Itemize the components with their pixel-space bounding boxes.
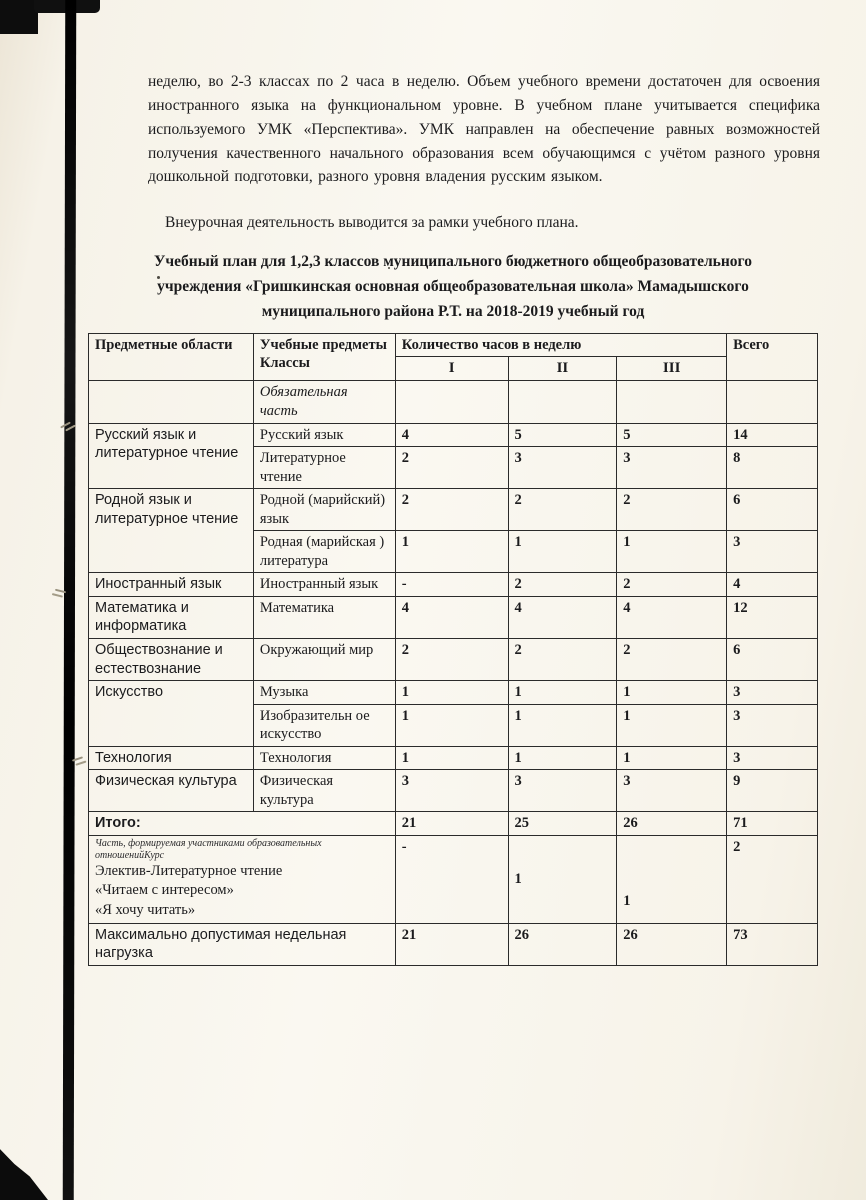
hours-cell: 2 xyxy=(617,638,727,680)
subject-cell: Литературное чтение xyxy=(253,447,395,489)
table-row xyxy=(89,746,818,770)
max-load-label: Максимально допустимая недельная нагрузка xyxy=(89,923,396,965)
total-row xyxy=(89,812,818,836)
header-total: Всего xyxy=(727,333,818,381)
elective-label-cell xyxy=(89,835,396,923)
hours-cell: 2 xyxy=(508,573,617,597)
total-cell: 8 xyxy=(727,447,818,489)
hours-cell: 2 xyxy=(617,573,727,597)
total-cell: 4 xyxy=(727,573,818,597)
area-cell: Русский язык и литературное чтение xyxy=(89,423,254,489)
hours-cell: 1 xyxy=(508,681,617,705)
subject-cell: Окружающий мир xyxy=(253,638,395,680)
table-header-row xyxy=(89,333,818,357)
hours-cell: 3 xyxy=(395,770,508,812)
elective-line-1: Электив-Литературное чтение xyxy=(95,862,283,879)
hours-cell: 2 xyxy=(617,489,727,531)
hours-cell: - xyxy=(395,573,508,597)
hours-cell: 3 xyxy=(508,447,617,489)
hours-cell: 4 xyxy=(508,596,617,638)
header-subjects-label: Учебные предметы xyxy=(259,336,387,353)
hours-cell: 5 xyxy=(617,423,727,447)
table-row xyxy=(89,573,818,597)
hours-cell: 4 xyxy=(617,596,727,638)
total-cell: 6 xyxy=(727,489,818,531)
document-content xyxy=(88,70,818,966)
scan-artifact-corner-bottom-left xyxy=(0,1138,48,1200)
hours-cell: 5 xyxy=(508,423,617,447)
header-grade-3: III xyxy=(617,357,727,381)
table-row xyxy=(89,381,818,423)
body-paragraph-2: Внеурочная деятельность выводится за рамки учебного плана. xyxy=(165,214,579,232)
hours-cell: 1 xyxy=(617,531,727,573)
hours-cell: 26 xyxy=(617,923,727,965)
hours-cell: 1 xyxy=(508,704,617,746)
total-cell: 73 xyxy=(727,923,818,965)
hours-cell: - xyxy=(395,835,508,923)
hours-cell: 3 xyxy=(617,770,727,812)
elective-row xyxy=(89,835,818,923)
area-cell: Родной язык и литературное чтение xyxy=(89,489,254,573)
area-cell: Физическая культура xyxy=(89,770,254,812)
body-paragraph: неделю, во 2-3 классах по 2 часа в неделю. Объем учебного времени достаточен для освоения иностранного языка на функциональном уровне. В учебном плане учитывается специфика используемого УМК «Перспектива». УМК направлен на обеспечение равных возможностей получения качественного начального образования всем обучающимся с учётом разного уровня дошкольной подготовки, разного уровня владения русским языком. xyxy=(148,73,820,186)
hours-cell: 2 xyxy=(395,489,508,531)
header-subjects xyxy=(253,333,395,381)
hours-cell: 2 xyxy=(508,638,617,680)
hours-cell xyxy=(617,381,727,423)
subject-cell: Музыка xyxy=(253,681,395,705)
hours-cell: 1 xyxy=(617,704,727,746)
table-row xyxy=(89,638,818,680)
hours-cell: 2 xyxy=(395,447,508,489)
hours-cell: 1 xyxy=(395,704,508,746)
total-row-label: Итого: xyxy=(89,812,396,836)
total-cell: 3 xyxy=(727,681,818,705)
subject-cell: Изобразительн ое искусство xyxy=(253,704,395,746)
total-cell: 12 xyxy=(727,596,818,638)
total-cell: 9 xyxy=(727,770,818,812)
hours-cell: 1 xyxy=(508,835,617,923)
table-row xyxy=(89,681,818,705)
table-row xyxy=(89,596,818,638)
curriculum-table xyxy=(88,333,818,966)
subject-cell: Родная (марийская ) литература xyxy=(253,531,395,573)
hours-cell: 1 xyxy=(395,746,508,770)
hours-cell: 1 xyxy=(617,681,727,705)
total-cell: 3 xyxy=(727,746,818,770)
hours-cell: 1 xyxy=(508,531,617,573)
hours-cell: 4 xyxy=(395,423,508,447)
hours-cell xyxy=(395,381,508,423)
subject-cell: Математика xyxy=(253,596,395,638)
hours-cell: 3 xyxy=(617,447,727,489)
hours-cell: 4 xyxy=(395,596,508,638)
table-row xyxy=(89,423,818,447)
area-cell: Обществознание и естествознание xyxy=(89,638,254,680)
hours-cell: 1 xyxy=(617,746,727,770)
hours-cell: 1 xyxy=(395,681,508,705)
elective-note: Часть, формируемая участниками образовательных отношенийКурс xyxy=(95,837,322,861)
hours-cell: 26 xyxy=(508,923,617,965)
hours-cell: 2 xyxy=(395,638,508,680)
total-cell: 2 xyxy=(727,835,818,923)
document-title: Учебный план для 1,2,3 классов муниципального бюджетного общеобразовательного учреждения «Гришкинская основная общеобразовательная школа» Мамадышского муниципального района Р.Т. на 2018-2019 учебный год xyxy=(154,253,752,320)
header-grade-1: I xyxy=(395,357,508,381)
total-cell: 3 xyxy=(727,704,818,746)
hours-cell: 1 xyxy=(395,531,508,573)
total-cell xyxy=(727,381,818,423)
subject-cell: Иностранный язык xyxy=(253,573,395,597)
subject-cell: Родной (марийский) язык xyxy=(253,489,395,531)
area-cell: Технология xyxy=(89,746,254,770)
area-cell: Иностранный язык xyxy=(89,573,254,597)
subject-cell: Русский язык xyxy=(253,423,395,447)
total-cell: 3 xyxy=(727,531,818,573)
scan-artifact-left-edge-line xyxy=(63,0,77,1200)
header-classes-label: Классы xyxy=(259,355,310,372)
table-row xyxy=(89,770,818,812)
total-cell: 14 xyxy=(727,423,818,447)
hours-cell: 26 xyxy=(617,812,727,836)
hours-cell: 3 xyxy=(508,770,617,812)
header-hours-per-week: Количество часов в неделю xyxy=(395,333,726,357)
hours-cell xyxy=(508,381,617,423)
area-cell: Математика и информатика xyxy=(89,596,254,638)
subject-cell: Технология xyxy=(253,746,395,770)
hours-cell: 21 xyxy=(395,812,508,836)
hours-cell: 21 xyxy=(395,923,508,965)
hours-cell: 25 xyxy=(508,812,617,836)
max-load-row xyxy=(89,923,818,965)
header-subject-areas: Предметные области xyxy=(89,333,254,381)
subject-cell: Обязательная часть xyxy=(253,381,395,423)
elective-line-3: «Я хочу читать» xyxy=(95,902,196,919)
area-cell xyxy=(89,381,254,423)
hours-cell: 2 xyxy=(508,489,617,531)
table-row xyxy=(89,489,818,531)
elective-line-2: «Читаем с интересом» xyxy=(95,882,234,899)
hours-cell: 1 xyxy=(508,746,617,770)
scan-artifact-corner-top-left xyxy=(0,0,38,34)
header-grade-2: II xyxy=(508,357,617,381)
hours-cell: 1 xyxy=(617,835,727,923)
subject-cell: Физическая культура xyxy=(253,770,395,812)
total-cell: 6 xyxy=(727,638,818,680)
total-cell: 71 xyxy=(727,812,818,836)
area-cell: Искусство xyxy=(89,681,254,747)
